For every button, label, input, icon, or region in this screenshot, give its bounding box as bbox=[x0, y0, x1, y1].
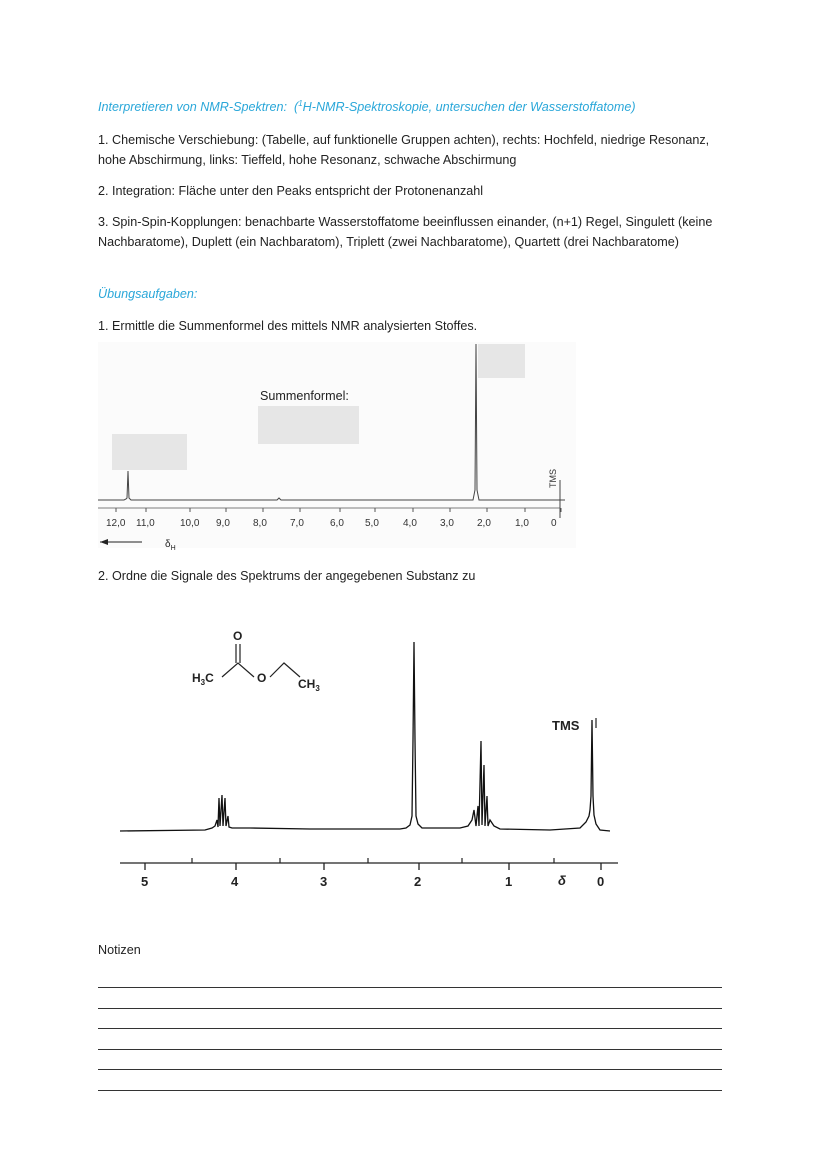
svg-text:CH3: $CH_3$ bbox=[298, 677, 320, 693]
tick-label: 7,0 bbox=[290, 518, 304, 529]
tick-label: 1,0 bbox=[515, 518, 529, 529]
note-line[interactable] bbox=[98, 1090, 722, 1091]
tms-label-2: TMS bbox=[552, 718, 580, 733]
tick-label: 5,0 bbox=[365, 518, 379, 529]
tick-label: 2,0 bbox=[477, 518, 491, 529]
hidden-answer-box bbox=[478, 344, 525, 378]
tick-label: 1 bbox=[505, 874, 513, 889]
tick-label: 9,0 bbox=[216, 518, 230, 529]
svg-text:H3C: $H_3C$ bbox=[192, 671, 214, 687]
exercises-heading: Übungsaufgaben: bbox=[98, 287, 198, 301]
spectrum-2-figure bbox=[110, 620, 630, 895]
tick-label: 4 bbox=[231, 874, 239, 889]
ethyl-acetate-structure bbox=[192, 629, 320, 693]
tick-label: 4,0 bbox=[403, 518, 417, 529]
note-line[interactable] bbox=[98, 1069, 722, 1070]
hidden-answer-box bbox=[258, 406, 359, 444]
tick-label: 8,0 bbox=[253, 518, 267, 529]
theory-point-2: 2. Integration: Fläche unter den Peaks entspricht der Protonenanzahl bbox=[98, 184, 484, 198]
tms-label: TMS bbox=[548, 469, 558, 488]
tick-label: 2 bbox=[414, 874, 422, 889]
page-title: Interpretieren von NMR-Spektren: ($^1$H-NMR-Spektroskopie, untersuchen der Wasserstoffatome) bbox=[98, 99, 636, 115]
theory-point-3: 3. Spin-Spin-Kopplungen: benachbarte Wasserstoffatome beeinflussen einander, (n+1) Regel, Singulett (keine Nachbaratome), Duplett (ein Nachbaratom), Triplett (zwei Nachbaratome), Quartett (drei Nachbaratome) bbox=[98, 215, 713, 249]
note-line[interactable] bbox=[98, 1008, 722, 1009]
tick-label: 3 bbox=[320, 874, 328, 889]
tick-label: 10,0 bbox=[180, 518, 200, 529]
hidden-answer-box bbox=[112, 434, 187, 470]
spectrum-1-figure bbox=[90, 340, 580, 555]
theory-point-1: 1. Chemische Verschiebung: (Tabelle, auf funktionelle Gruppen achten), rechts: Hochfeld, niedrige Resonanz, hohe Abschirmung, links: Tieffeld, hohe Resonanz, schwache Abschirmung bbox=[98, 133, 710, 167]
svg-text:O: O bbox=[257, 671, 267, 685]
task-1-text: 1. Ermittle die Summenformel des mittels NMR analysierten Stoffes. bbox=[98, 319, 478, 333]
notes-label: Notizen bbox=[98, 943, 141, 957]
delta-label: δ bbox=[558, 873, 566, 888]
note-line[interactable] bbox=[98, 987, 722, 988]
tick-label: 0 bbox=[597, 874, 605, 889]
summenformel-label: Summenformel: bbox=[260, 389, 349, 403]
task-2-text: 2. Ordne die Signale des Spektrums der angegebenen Substanz zu bbox=[98, 569, 476, 583]
tick-label: 5 bbox=[141, 874, 149, 889]
delta-h-label: $\delta_H$ bbox=[165, 539, 176, 552]
tick-label: 0 bbox=[551, 518, 557, 529]
tick-label: 6,0 bbox=[330, 518, 344, 529]
tick-label: 12,0 bbox=[106, 518, 126, 529]
svg-text:O: O bbox=[233, 629, 243, 643]
note-line[interactable] bbox=[98, 1049, 722, 1050]
note-line[interactable] bbox=[98, 1028, 722, 1029]
tick-label: 11,0 bbox=[136, 518, 155, 529]
tick-label: 3,0 bbox=[440, 518, 454, 529]
